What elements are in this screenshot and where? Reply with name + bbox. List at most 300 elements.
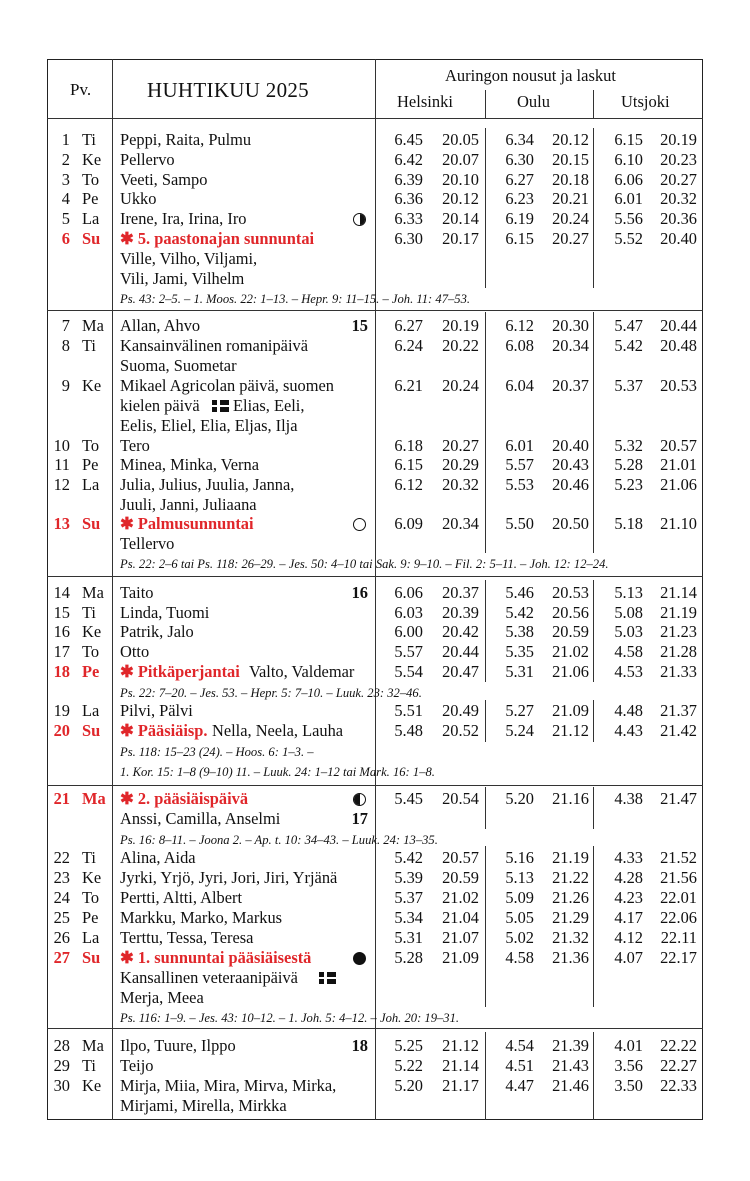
sunset-uts: 20.44	[660, 316, 697, 335]
sunset-oul: 20.30	[552, 316, 589, 335]
weekday: To	[82, 888, 100, 907]
city-oulu: Oulu	[517, 92, 550, 111]
sunrise-uts: 4.58	[614, 642, 643, 661]
sunrise-hel: 6.30	[394, 229, 423, 248]
weekday: Ke	[82, 376, 102, 395]
sunset-oul: 21.22	[552, 868, 589, 887]
sunset-uts: 21.10	[660, 514, 697, 533]
bible-readings: 1. Kor. 15: 1–8 (9–10) 11. – Luuk. 24: 1–12 tai Mark. 16: 1–8.	[120, 765, 435, 779]
sunset-oul: 20.53	[552, 583, 589, 602]
sunrise-oul: 6.23	[505, 189, 534, 208]
sunset-uts: 22.01	[660, 888, 697, 907]
sunset-hel: 20.17	[442, 229, 479, 248]
sunset-hel: 20.07	[442, 150, 479, 169]
sunset-hel: 21.14	[442, 1056, 479, 1075]
weekday: Ke	[82, 1076, 102, 1095]
sunrise-oul: 5.53	[505, 475, 534, 494]
holiday-name: ✱ Palmusunnuntai	[120, 514, 254, 533]
name-day-line: Suoma, Suometar	[120, 356, 237, 375]
sunset-hel: 20.54	[442, 789, 479, 808]
sunset-oul: 20.27	[552, 229, 589, 248]
sunrise-uts: 4.07	[614, 948, 643, 967]
day-number: 27	[53, 948, 70, 967]
sunset-hel: 20.24	[442, 376, 479, 395]
sunset-hel: 21.02	[442, 888, 479, 907]
sunset-oul: 21.09	[552, 701, 589, 720]
sunrise-hel: 6.21	[394, 376, 423, 395]
name-day: Tero	[120, 436, 150, 455]
sunrise-uts: 5.52	[614, 229, 643, 248]
sunrise-uts: 6.15	[614, 130, 643, 149]
sunrise-hel: 5.54	[394, 662, 423, 681]
city-helsinki: Helsinki	[397, 92, 453, 111]
sunrise-hel: 6.12	[394, 475, 423, 494]
sunset-hel: 20.10	[442, 170, 479, 189]
weekday: To	[82, 642, 100, 661]
sunset-hel: 20.52	[442, 721, 479, 740]
sunrise-hel: 6.06	[394, 583, 423, 602]
sunset-oul: 20.56	[552, 603, 589, 622]
sunrise-oul: 5.35	[505, 642, 534, 661]
sunset-hel: 20.05	[442, 130, 479, 149]
sunset-oul: 20.50	[552, 514, 589, 533]
sunset-oul: 20.18	[552, 170, 589, 189]
sunrise-hel: 6.15	[394, 455, 423, 474]
name-day: Linda, Tuomi	[120, 603, 210, 622]
sunset-hel: 20.22	[442, 336, 479, 355]
weekday: Pe	[82, 662, 100, 681]
bible-readings: Ps. 116: 1–9. – Jes. 43: 10–12. – 1. Joh. 5: 4–12. – Joh. 20: 19–31.	[120, 1011, 460, 1025]
sunrise-oul: 6.15	[505, 229, 534, 248]
day-number: 29	[53, 1056, 70, 1075]
sunrise-oul: 4.54	[505, 1036, 534, 1055]
weekday: Su	[82, 721, 101, 740]
day-number: 22	[53, 848, 70, 867]
sunset-oul: 21.12	[552, 721, 589, 740]
sunrise-hel: 6.45	[394, 130, 423, 149]
sunset-uts: 20.32	[660, 189, 697, 208]
sunrise-uts: 4.53	[614, 662, 643, 681]
sunrise-hel: 5.31	[394, 928, 423, 947]
holiday-name: ✱ 2. pääsiäispäivä	[120, 789, 249, 808]
week-number: 18	[351, 1036, 368, 1055]
sunset-oul: 20.24	[552, 209, 589, 228]
sunrise-uts: 6.01	[614, 189, 643, 208]
sunrise-oul: 5.31	[505, 662, 534, 681]
name-day: Taito	[120, 583, 154, 602]
day-number: 30	[53, 1076, 70, 1095]
sunset-hel: 20.57	[442, 848, 479, 867]
weekday: Ti	[82, 1056, 96, 1075]
sunrise-uts: 3.50	[614, 1076, 643, 1095]
holiday-name: ✱ 5. paastonajan sunnuntai	[120, 229, 315, 248]
sunrise-uts: 4.33	[614, 848, 643, 867]
sunset-uts: 22.22	[660, 1036, 697, 1055]
name-day: Veeti, Sampo	[120, 170, 208, 189]
sunrise-hel: 6.24	[394, 336, 423, 355]
sunrise-uts: 6.06	[614, 170, 643, 189]
holiday-name: ✱ Pitkäperjantai	[120, 662, 240, 681]
sunrise-uts: 6.10	[614, 150, 643, 169]
bible-readings: Ps. 16: 8–11. – Joona 2. – Ap. t. 10: 34–43. – Luuk. 24: 13–35.	[120, 833, 438, 847]
sunset-uts: 22.06	[660, 908, 697, 927]
name-day: Pellervo	[120, 150, 175, 169]
sunset-uts: 20.48	[660, 336, 697, 355]
weekday: Ma	[82, 1036, 104, 1055]
name-day-line: Tellervo	[120, 534, 175, 553]
day-number: 16	[53, 622, 70, 641]
day-number: 28	[53, 1036, 70, 1055]
sunset-hel: 20.34	[442, 514, 479, 533]
sunset-hel: 20.14	[442, 209, 479, 228]
sunset-oul: 21.46	[552, 1076, 589, 1095]
sunset-uts: 22.11	[660, 928, 697, 947]
weekday: Pe	[82, 908, 99, 927]
last-quarter-moon-icon	[353, 793, 366, 806]
day-number: 23	[53, 868, 70, 887]
sunrise-oul: 6.04	[505, 376, 534, 395]
day-number: 20	[53, 721, 70, 740]
sunrise-uts: 5.42	[614, 336, 643, 355]
sunset-uts: 21.28	[660, 642, 697, 661]
sunrise-hel: 5.45	[394, 789, 423, 808]
sunset-hel: 20.39	[442, 603, 479, 622]
name-day: Terttu, Tessa, Teresa	[120, 928, 254, 947]
sunrise-hel: 6.27	[394, 316, 423, 335]
sunset-hel: 20.37	[442, 583, 479, 602]
day-number: 5	[61, 209, 70, 228]
day-number: 17	[53, 642, 70, 661]
weekday: Pe	[82, 455, 99, 474]
day-number: 14	[53, 583, 70, 602]
day-number: 6	[61, 229, 70, 248]
sunrise-oul: 6.27	[505, 170, 534, 189]
sunrise-hel: 5.48	[394, 721, 423, 740]
sunset-hel: 20.44	[442, 642, 479, 661]
name-day-line: Eelis, Eliel, Elia, Eljas, Ilja	[120, 416, 298, 435]
sunrise-oul: 5.24	[505, 721, 534, 740]
sunrise-uts: 5.08	[614, 603, 643, 622]
sunrise-oul: 5.20	[505, 789, 534, 808]
sunset-uts: 21.52	[660, 848, 697, 867]
sunset-uts: 21.42	[660, 721, 697, 740]
holiday-name: ✱ Pääsiäisp.	[120, 721, 208, 740]
sunrise-uts: 5.32	[614, 436, 643, 455]
name-day: Peppi, Raita, Pulmu	[120, 130, 252, 149]
sunset-uts: 20.23	[660, 150, 697, 169]
sunrise-oul: 5.38	[505, 622, 534, 641]
sunrise-uts: 4.01	[614, 1036, 643, 1055]
sunrise-oul: 4.58	[505, 948, 534, 967]
sunrise-oul: 6.01	[505, 436, 534, 455]
day-number: 18	[53, 662, 70, 681]
sunrise-uts: 4.38	[614, 789, 643, 808]
sunset-oul: 21.39	[552, 1036, 589, 1055]
sunrise-hel: 5.51	[394, 701, 423, 720]
sunset-hel: 21.04	[442, 908, 479, 927]
sunrise-uts: 5.03	[614, 622, 643, 641]
sunrise-uts: 5.47	[614, 316, 643, 335]
sunrise-hel: 6.33	[394, 209, 423, 228]
sunrise-hel: 6.36	[394, 189, 423, 208]
sunset-uts: 21.47	[660, 789, 697, 808]
sunrise-uts: 5.13	[614, 583, 643, 602]
week-number: 15	[351, 316, 368, 335]
sunset-uts: 21.23	[660, 622, 697, 641]
weekday: Su	[82, 948, 101, 967]
sunrise-uts: 4.23	[614, 888, 643, 907]
sunset-hel: 20.59	[442, 868, 479, 887]
day-number: 11	[54, 455, 70, 474]
weekday: La	[82, 475, 100, 494]
day-number: 24	[53, 888, 70, 907]
weekday: Ma	[82, 316, 104, 335]
name-day-line: kielen päivä	[120, 396, 200, 415]
day-number: 10	[53, 436, 70, 455]
sunset-hel: 20.42	[442, 622, 479, 641]
sunset-uts: 20.40	[660, 229, 697, 248]
weekday: Ke	[82, 868, 102, 887]
day-number: 3	[61, 170, 70, 189]
weekday: Ma	[82, 583, 104, 602]
sunrise-uts: 4.17	[614, 908, 643, 927]
name-day-line: Kansainvälinen romanipäivä	[120, 336, 308, 355]
sunrise-oul: 5.50	[505, 514, 534, 533]
sunrise-hel: 6.03	[394, 603, 423, 622]
weekday: La	[82, 928, 100, 947]
sunset-hel: 20.27	[442, 436, 479, 455]
sunrise-oul: 6.34	[505, 130, 534, 149]
weekday: Pe	[82, 189, 99, 208]
weekday: La	[82, 701, 100, 720]
sunrise-uts: 5.56	[614, 209, 643, 228]
name-day-line: Juuli, Janni, Juliaana	[120, 495, 257, 514]
sunset-hel: 20.29	[442, 455, 479, 474]
name-day-line: Ville, Vilho, Viljami,	[120, 249, 258, 268]
weekday: La	[82, 209, 100, 228]
sunset-hel: 20.47	[442, 662, 479, 681]
sunset-uts: 21.37	[660, 701, 697, 720]
sunrise-oul: 5.42	[505, 603, 534, 622]
bible-readings: Ps. 43: 2–5. – 1. Moos. 22: 1–13. – Hepr. 9: 11–15. – Joh. 11: 47–53.	[120, 292, 471, 306]
sunset-hel: 20.32	[442, 475, 479, 494]
name-day: Nella, Neela, Lauha	[212, 721, 344, 740]
new-moon-icon	[353, 952, 366, 965]
sunrise-oul: 4.47	[505, 1076, 534, 1095]
sunrise-uts: 5.28	[614, 455, 643, 474]
sunset-oul: 20.12	[552, 130, 589, 149]
sunset-oul: 21.19	[552, 848, 589, 867]
day-number: 25	[53, 908, 70, 927]
weekday: Su	[82, 229, 101, 248]
name-day-line: Merja, Meea	[120, 988, 204, 1007]
day-number: 13	[53, 514, 70, 533]
sunrise-hel: 6.39	[394, 170, 423, 189]
sunset-hel: 21.09	[442, 948, 479, 967]
sunset-uts: 22.17	[660, 948, 697, 967]
name-day-line: Anssi, Camilla, Anselmi	[120, 809, 281, 828]
sunset-uts: 21.01	[660, 455, 697, 474]
weekday: Su	[82, 514, 101, 533]
sunrise-hel: 6.09	[394, 514, 423, 533]
weekday: Ti	[82, 130, 96, 149]
sunrise-oul: 5.13	[505, 868, 534, 887]
sunset-hel: 21.12	[442, 1036, 479, 1055]
sunset-uts: 20.53	[660, 376, 697, 395]
sunset-uts: 21.56	[660, 868, 697, 887]
page-title: HUHTIKUU 2025	[147, 78, 309, 102]
name-day: Ukko	[120, 189, 157, 208]
name-day: Patrik, Jalo	[120, 622, 194, 641]
sunrise-uts: 5.18	[614, 514, 643, 533]
name-day: Ilpo, Tuure, Ilppo	[120, 1036, 236, 1055]
sunrise-uts: 4.48	[614, 701, 643, 720]
day-number: 12	[53, 475, 70, 494]
name-day-line: Julia, Julius, Juulia, Janna,	[120, 475, 295, 494]
weekday: Ti	[82, 336, 96, 355]
name-day: Irene, Ira, Irina, Iro	[120, 209, 247, 228]
city-utsjoki: Utsjoki	[621, 92, 670, 111]
sunset-hel: 20.12	[442, 189, 479, 208]
sunset-oul: 20.21	[552, 189, 589, 208]
sunrise-oul: 5.09	[505, 888, 534, 907]
sunrise-oul: 6.08	[505, 336, 534, 355]
sunset-hel: 20.19	[442, 316, 479, 335]
name-day-line: Mirja, Miia, Mira, Mirva, Mirka,	[120, 1076, 337, 1095]
sunrise-hel: 5.34	[394, 908, 423, 927]
header-day-label: Pv.	[70, 80, 92, 99]
sunset-uts: 20.19	[660, 130, 697, 149]
sunrise-hel: 5.28	[394, 948, 423, 967]
name-day: Pilvi, Pälvi	[120, 701, 193, 720]
weekday: Ke	[82, 622, 102, 641]
name-day-line: Mikael Agricolan päivä, suomen	[120, 376, 334, 395]
sunrise-oul: 5.05	[505, 908, 534, 927]
sunrise-hel: 5.25	[394, 1036, 423, 1055]
full-moon-icon	[353, 518, 366, 531]
week-number: 17	[351, 809, 368, 828]
sunrise-uts: 5.37	[614, 376, 643, 395]
weekday: Ti	[82, 848, 96, 867]
bible-readings: Ps. 118: 15–23 (24). – Hoos. 6: 1–3. –	[120, 745, 314, 759]
sunset-oul: 20.34	[552, 336, 589, 355]
sunset-hel: 21.07	[442, 928, 479, 947]
sunrise-hel: 5.39	[394, 868, 423, 887]
sunrise-oul: 6.19	[505, 209, 534, 228]
holiday-name: ✱ 1. sunnuntai pääsiäisestä	[120, 948, 312, 967]
name-day-line: Kansallinen veteraanipäivä	[120, 968, 298, 987]
sunset-oul: 20.43	[552, 455, 589, 474]
sunset-uts: 21.19	[660, 603, 697, 622]
sunrise-oul: 4.51	[505, 1056, 534, 1075]
sunset-uts: 22.27	[660, 1056, 697, 1075]
name-day: Teijo	[120, 1056, 154, 1075]
sunset-oul: 20.46	[552, 475, 589, 494]
sunrise-uts: 4.12	[614, 928, 643, 947]
sunrise-hel: 5.22	[394, 1056, 423, 1075]
weekday: Ti	[82, 603, 96, 622]
name-day: Markku, Marko, Markus	[120, 908, 283, 927]
day-number: 19	[53, 701, 70, 720]
sunrise-oul: 5.02	[505, 928, 534, 947]
day-number: 8	[61, 336, 70, 355]
sunrise-hel: 5.20	[394, 1076, 423, 1095]
name-day: Otto	[120, 642, 150, 661]
sunset-oul: 21.36	[552, 948, 589, 967]
name-day: Valto, Valdemar	[249, 662, 355, 681]
day-number: 7	[61, 316, 70, 335]
name-day-line: Mirjami, Mirella, Mirkka	[120, 1096, 287, 1115]
sunrise-hel: 6.42	[394, 150, 423, 169]
sunset-hel: 20.49	[442, 701, 479, 720]
sunset-uts: 20.27	[660, 170, 697, 189]
day-number: 21	[53, 789, 70, 808]
sunset-uts: 20.36	[660, 209, 697, 228]
sunset-oul: 21.02	[552, 642, 589, 661]
finnish-flag-icon	[212, 400, 229, 412]
weekday: To	[82, 170, 100, 189]
sunrise-hel: 5.57	[394, 642, 423, 661]
sunset-hel: 21.17	[442, 1076, 479, 1095]
weekday: Ke	[82, 150, 102, 169]
name-day: Alina, Aida	[120, 848, 196, 867]
sunset-oul: 20.40	[552, 436, 589, 455]
sunset-uts: 21.06	[660, 475, 697, 494]
week-number: 16	[351, 583, 368, 602]
sunset-uts: 21.14	[660, 583, 697, 602]
sunset-oul: 20.37	[552, 376, 589, 395]
sunset-oul: 20.15	[552, 150, 589, 169]
day-number: 4	[61, 189, 70, 208]
sunrise-hel: 6.18	[394, 436, 423, 455]
sunset-oul: 20.59	[552, 622, 589, 641]
finnish-flag-icon	[319, 972, 336, 984]
sunset-oul: 21.06	[552, 662, 589, 681]
day-number: 15	[53, 603, 70, 622]
sunset-uts: 22.33	[660, 1076, 697, 1095]
sunrise-uts: 4.43	[614, 721, 643, 740]
first-quarter-moon-icon	[353, 213, 366, 226]
sunrise-oul: 5.27	[505, 701, 534, 720]
sunset-oul: 21.16	[552, 789, 589, 808]
sunrise-hel: 5.42	[394, 848, 423, 867]
name-day: Jyrki, Yrjö, Jyri, Jori, Jiri, Yrjänä	[120, 868, 338, 887]
day-number: 1	[61, 130, 70, 149]
sunset-oul: 21.43	[552, 1056, 589, 1075]
sunrise-oul: 6.12	[505, 316, 534, 335]
sunset-oul: 21.32	[552, 928, 589, 947]
bible-readings: Ps. 22: 2–6 tai Ps. 118: 26–29. – Jes. 50: 4–10 tai Sak. 9: 9–10. – Fil. 2: 5–11. – Joh. 12: 12–24.	[120, 557, 609, 571]
day-number: 2	[61, 150, 70, 169]
sunset-oul: 21.29	[552, 908, 589, 927]
sunset-uts: 21.33	[660, 662, 697, 681]
name-day-line: Vili, Jami, Vilhelm	[120, 269, 245, 288]
sunrise-oul: 6.30	[505, 150, 534, 169]
bible-readings: Ps. 22: 7–20. – Jes. 53. – Hepr. 5: 7–10. – Luuk. 23: 32–46.	[120, 686, 422, 700]
weekday: Ma	[82, 789, 106, 808]
name-day: Pertti, Altti, Albert	[120, 888, 243, 907]
sunrise-hel: 6.00	[394, 622, 423, 641]
name-day-line: Elias, Eeli,	[233, 396, 305, 415]
sunrise-uts: 3.56	[614, 1056, 643, 1075]
day-number: 26	[53, 928, 70, 947]
name-day: Allan, Ahvo	[120, 316, 201, 335]
sunrise-uts: 5.23	[614, 475, 643, 494]
weekday: To	[82, 436, 100, 455]
sunrise-oul: 5.57	[505, 455, 534, 474]
name-day: Minea, Minka, Verna	[120, 455, 259, 474]
sun-times-title: Auringon nousut ja laskut	[445, 66, 616, 85]
